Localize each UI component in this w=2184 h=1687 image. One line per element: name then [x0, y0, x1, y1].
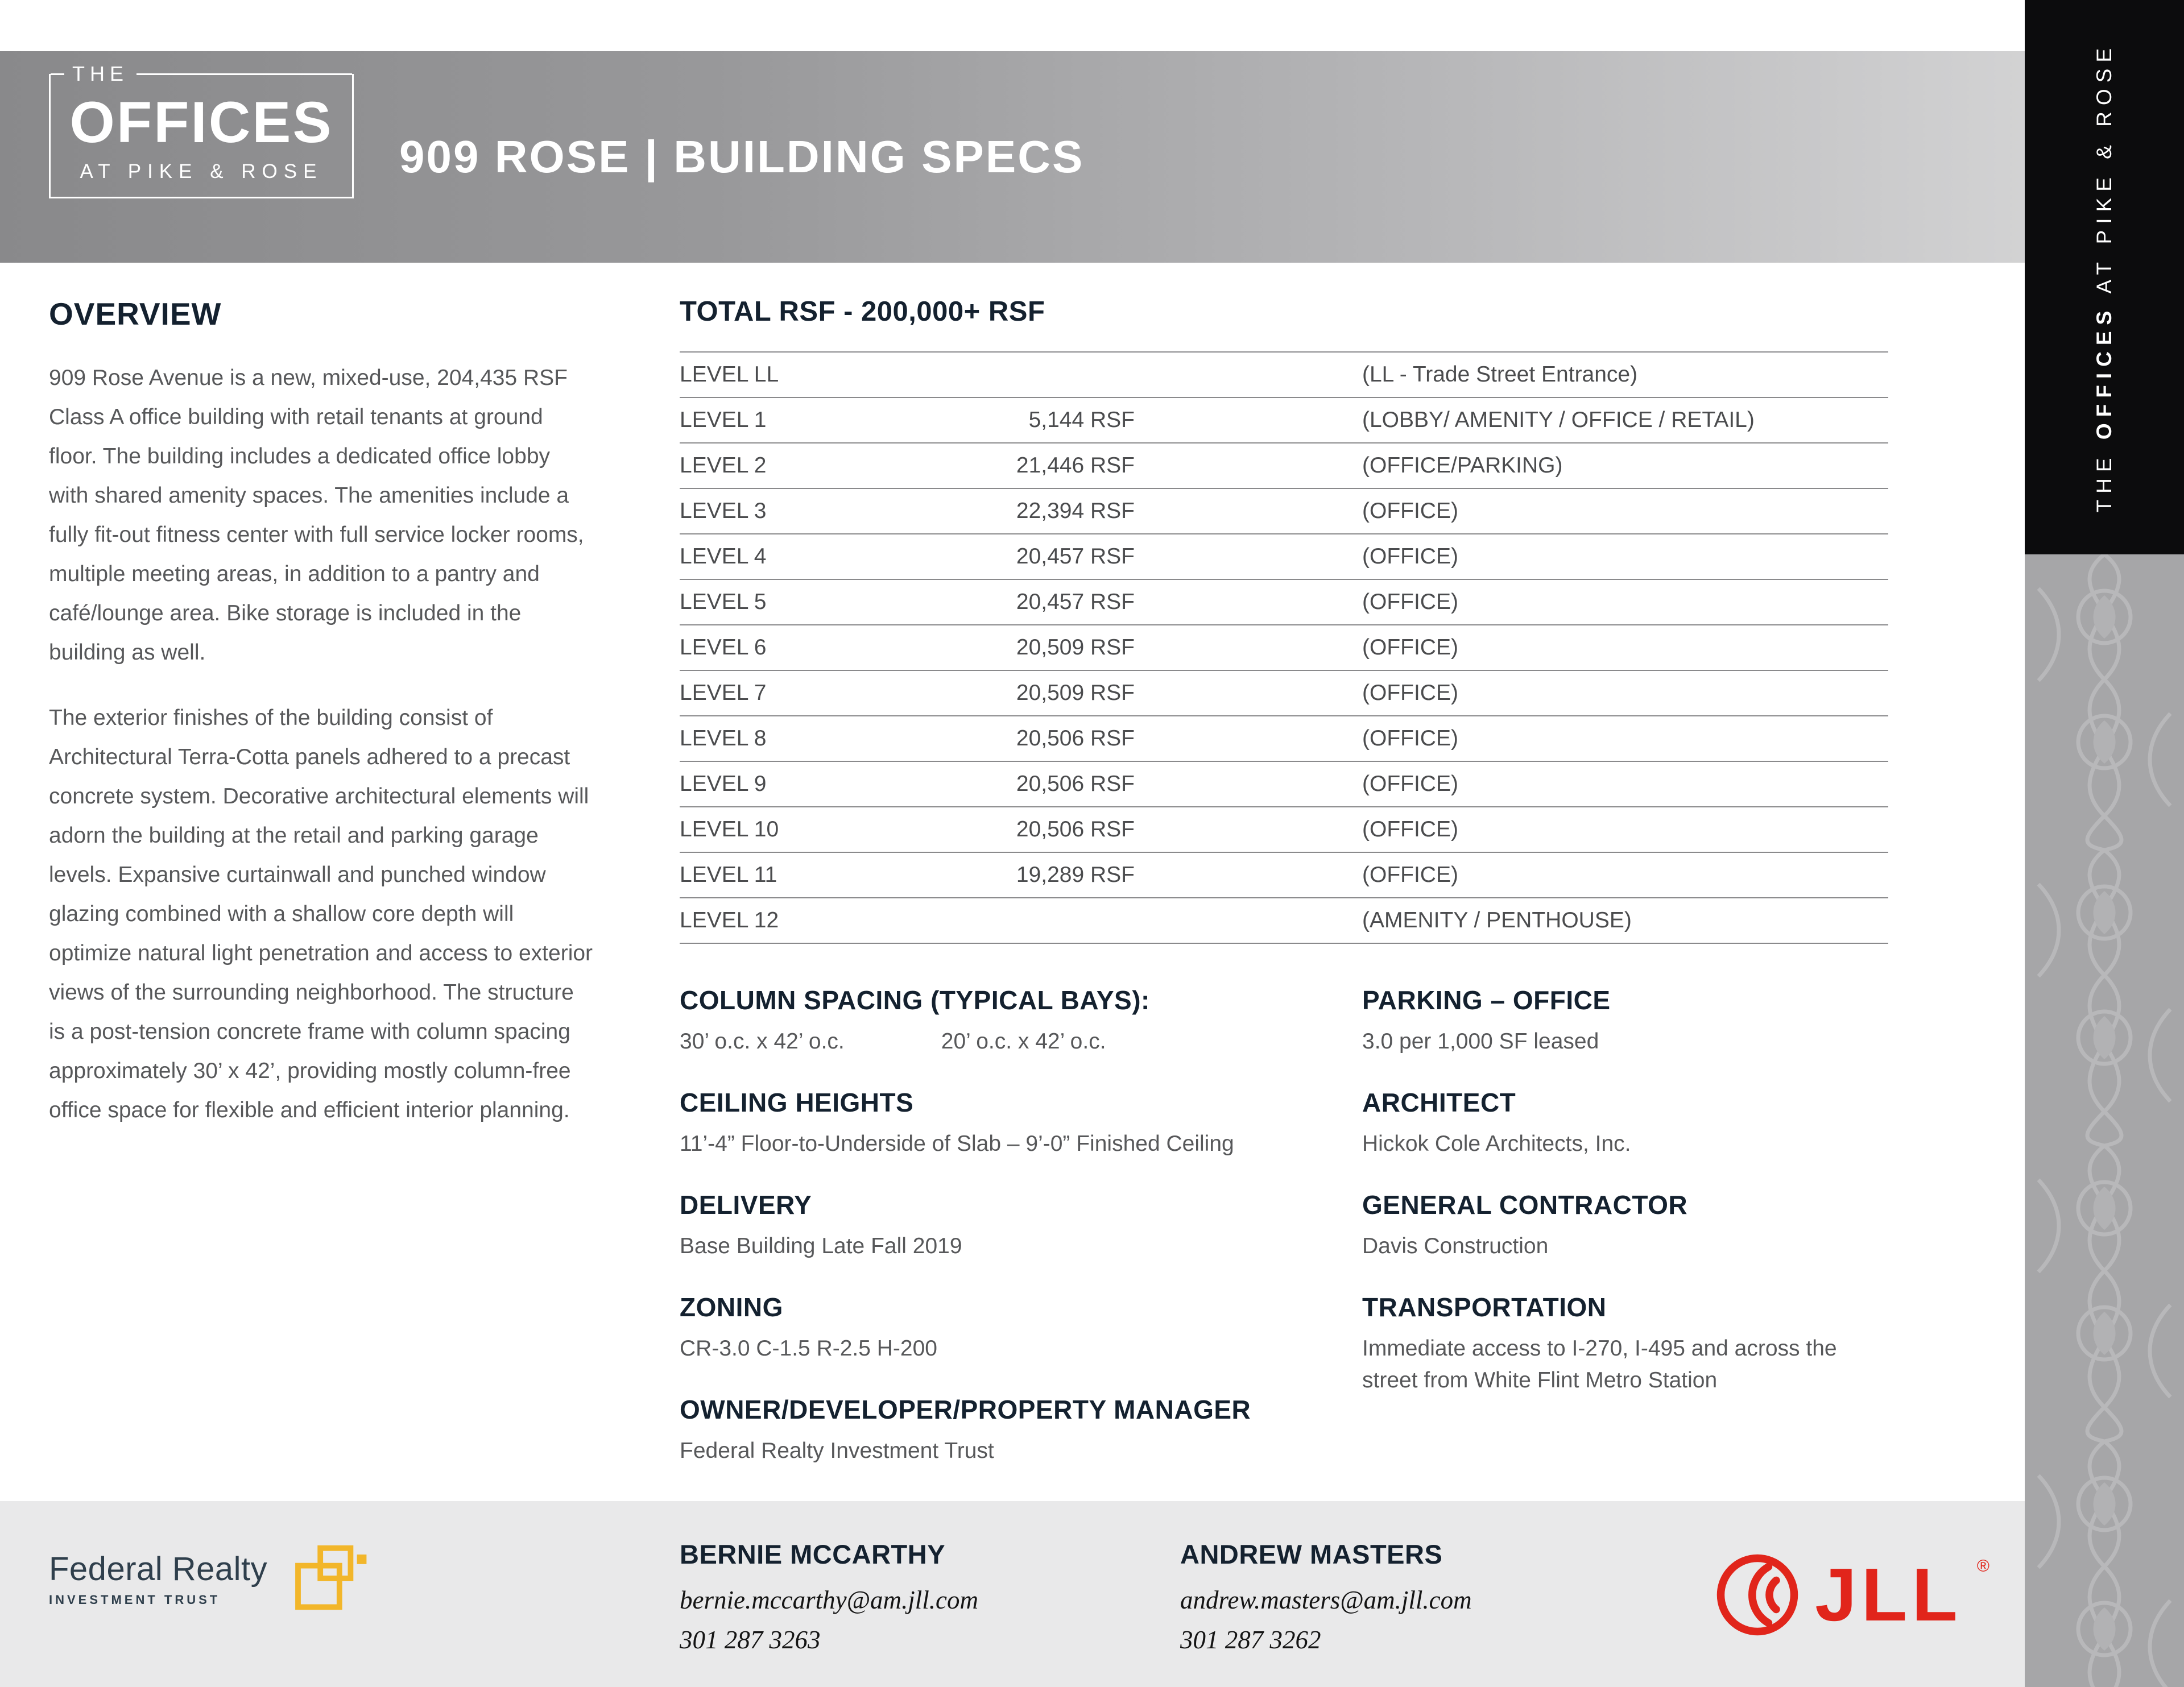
- rsf-cell: 20,509 RSF: [1016, 681, 1135, 705]
- spec-item-parking: [1362, 985, 1888, 1058]
- vertical-brand-post: AT PIKE & ROSE: [2092, 42, 2116, 305]
- logo-tagline-text: AT PIKE & ROSE: [80, 160, 323, 183]
- table-row: [680, 488, 1888, 533]
- level-cell: LEVEL LL: [680, 362, 779, 387]
- federal-realty-logo: [49, 1550, 370, 1618]
- spec-heading: CEILING HEIGHTS: [680, 1088, 914, 1117]
- logo-offices-text: OFFICES: [69, 90, 333, 155]
- table-row: [680, 715, 1888, 761]
- spec-value: 3.0 per 1,000 SF leased: [1362, 1029, 1599, 1054]
- use-cell: (LOBBY/ AMENITY / OFFICE / RETAIL): [1362, 408, 1755, 432]
- federal-realty-wordmark: [49, 1550, 267, 1607]
- federal-realty-subtitle: INVESTMENT TRUST: [49, 1593, 221, 1607]
- level-cell: LEVEL 5: [680, 590, 767, 614]
- spec-heading: GENERAL CONTRACTOR: [1362, 1190, 1688, 1220]
- vertical-brand-pre: THE: [2092, 439, 2116, 513]
- sidebar-brand-strip: [2025, 0, 2184, 554]
- use-cell: (OFFICE): [1362, 635, 1458, 660]
- spec-item-owner-developer: [680, 1394, 1362, 1467]
- table-row: [680, 442, 1888, 488]
- level-cell: LEVEL 10: [680, 817, 779, 842]
- table-row: [680, 397, 1888, 442]
- level-cell: LEVEL 1: [680, 408, 767, 432]
- use-cell: (LL - Trade Street Entrance): [1362, 362, 1638, 387]
- spec-value: Davis Construction: [1362, 1234, 1549, 1258]
- rsf-table: [680, 351, 1888, 944]
- spec-value-part: 20’ o.c. x 42’ o.c.: [941, 1029, 1106, 1054]
- spec-heading: DELIVERY: [680, 1190, 812, 1220]
- contact-phone: 301 287 3263: [680, 1626, 821, 1654]
- spec-item-delivery: [680, 1189, 1362, 1262]
- use-cell: (OFFICE): [1362, 590, 1458, 614]
- spec-item-zoning: [680, 1292, 1362, 1365]
- federal-realty-brackets-icon: [290, 1539, 370, 1618]
- jll-rings-icon: [1715, 1552, 1800, 1638]
- table-row: [680, 670, 1888, 715]
- contact-name: ANDREW MASTERS: [1180, 1539, 1443, 1569]
- spec-value: Immediate access to I-270, I-495 and across the street from White Flint Metro Station: [1362, 1336, 1837, 1392]
- contact-bernie-mccarthy: [680, 1539, 978, 1660]
- page-title: 909 ROSE | BUILDING SPECS: [399, 131, 1085, 182]
- rsf-table-heading: TOTAL RSF - 200,000+ RSF: [680, 296, 1045, 327]
- level-cell: LEVEL 8: [680, 726, 767, 751]
- spec-heading: PARKING – OFFICE: [1362, 985, 1611, 1015]
- contact-email: bernie.mccarthy@am.jll.com: [680, 1586, 979, 1614]
- spec-value: [680, 1026, 1362, 1058]
- table-row: [680, 852, 1888, 897]
- level-cell: LEVEL 6: [680, 635, 767, 660]
- contact-email: andrew.masters@am.jll.com: [1180, 1586, 1472, 1614]
- rsf-cell: 21,446 RSF: [1016, 453, 1135, 478]
- overview-paragraph: 909 Rose Avenue is a new, mixed-use, 204,435 RSF Class A office building with retail tenants at ground floor. The building includes a dedicated office lobby with shared amenity spaces. The amenities include a fully fit-out fitness center with full service locker rooms, multiple meeting areas, in addition to a pantry and café/lounge area. Bike storage is included in the building as well.: [49, 366, 584, 665]
- table-row: [680, 624, 1888, 670]
- table-row: [680, 351, 1888, 397]
- spec-value-part: 30’ o.c. x 42’ o.c.: [680, 1029, 845, 1054]
- spec-heading: OWNER/DEVELOPER/PROPERTY MANAGER: [680, 1395, 1251, 1424]
- use-cell: (OFFICE): [1362, 863, 1458, 887]
- rsf-cell: 20,457 RSF: [1016, 590, 1135, 614]
- vertical-brand-bold: OFFICES: [2092, 304, 2116, 440]
- level-cell: LEVEL 3: [680, 499, 767, 523]
- rsf-cell: 22,394 RSF: [1016, 499, 1135, 523]
- rsf-cell: 5,144 RSF: [1028, 408, 1135, 432]
- spec-item-general-contractor: [1362, 1189, 1888, 1262]
- rsf-cell: 20,457 RSF: [1016, 544, 1135, 569]
- sidebar-ornament-pattern: [2025, 554, 2184, 1687]
- use-cell: (OFFICE): [1362, 817, 1458, 842]
- rsf-cell: 20,506 RSF: [1016, 726, 1135, 751]
- overview-heading: OVERVIEW: [49, 296, 222, 331]
- use-cell: (OFFICE): [1362, 726, 1458, 751]
- level-cell: LEVEL 4: [680, 544, 767, 569]
- logo-rule-segment: [136, 73, 352, 75]
- overview-section: [49, 296, 595, 1156]
- spec-item-architect: [1362, 1087, 1888, 1160]
- use-cell: (OFFICE/PARKING): [1362, 453, 1563, 478]
- spec-heading: COLUMN SPACING (TYPICAL BAYS):: [680, 985, 1150, 1015]
- spec-value: Hickok Cole Architects, Inc.: [1362, 1131, 1631, 1156]
- logo-rule-segment: [51, 73, 64, 75]
- jll-logo: [1715, 1552, 1989, 1638]
- use-cell: (OFFICE): [1362, 544, 1458, 569]
- spec-value: Federal Realty Investment Trust: [680, 1439, 994, 1463]
- rsf-section: [680, 296, 1888, 1497]
- federal-realty-name: Federal Realty: [49, 1551, 268, 1587]
- table-row: [680, 533, 1888, 579]
- registered-mark: ®: [1976, 1557, 1989, 1576]
- spec-value: 11’-4” Floor-to-Underside of Slab – 9’-0” Finished Ceiling: [680, 1131, 1234, 1156]
- rsf-cell: 19,289 RSF: [1016, 863, 1135, 887]
- rsf-cell: 20,506 RSF: [1016, 772, 1135, 796]
- spec-column-left: [680, 985, 1362, 1497]
- table-row: [680, 761, 1888, 806]
- rsf-cell: 20,506 RSF: [1016, 817, 1135, 842]
- spec-column-right: [1362, 985, 1888, 1497]
- use-cell: (AMENITY / PENTHOUSE): [1362, 908, 1632, 932]
- vertical-brand-text: [2092, 42, 2116, 512]
- level-cell: LEVEL 7: [680, 681, 767, 705]
- spec-columns: [680, 985, 1888, 1497]
- jll-wordmark: JLL: [1815, 1553, 1962, 1636]
- contact-andrew-masters: [1180, 1539, 1472, 1660]
- spec-heading: TRANSPORTATION: [1362, 1292, 1607, 1322]
- rsf-cell: 20,509 RSF: [1016, 635, 1135, 660]
- contact-phone: 301 287 3262: [1180, 1626, 1321, 1654]
- table-row: [680, 579, 1888, 624]
- use-cell: (OFFICE): [1362, 681, 1458, 705]
- overview-paragraph: The exterior finishes of the building consist of Architectural Terra-Cotta panels adhered to a precast concrete system. Decorative architectural elements will adorn the building at the retail and parking garage levels. Expansive curtainwall and punched window glazing combined with a shallow core depth will optimize natural light penetration and access to exterior views of the surrounding neighborhood. The structure is a post-tension concrete frame with column spacing approximately 30’ x 42’, providing mostly column-free office space for flexible and efficient interior planning.: [49, 706, 593, 1122]
- spec-heading: ARCHITECT: [1362, 1088, 1516, 1117]
- spec-item-transportation: [1362, 1292, 1888, 1396]
- use-cell: (OFFICE): [1362, 772, 1458, 796]
- ornament-svg: [2025, 554, 2184, 1687]
- header-band: [0, 51, 2025, 263]
- spec-value: CR-3.0 C-1.5 R-2.5 H-200: [680, 1336, 937, 1361]
- table-row: [680, 897, 1888, 943]
- level-cell: LEVEL 9: [680, 772, 767, 796]
- contact-name: BERNIE MCCARTHY: [680, 1539, 946, 1569]
- spec-item-column-spacing: [680, 985, 1362, 1058]
- level-cell: LEVEL 2: [680, 453, 767, 478]
- level-cell: LEVEL 11: [680, 863, 777, 887]
- spec-heading: ZONING: [680, 1292, 783, 1322]
- use-cell: (OFFICE): [1362, 499, 1458, 523]
- level-cell: LEVEL 12: [680, 908, 779, 932]
- offices-at-pike-and-rose-logo: THE OFFICES AT PIKE & ROSE: [49, 74, 354, 198]
- footer-band: [0, 1501, 2025, 1687]
- spec-value: Base Building Late Fall 2019: [680, 1234, 962, 1258]
- table-row: [680, 806, 1888, 852]
- spec-item-ceiling-heights: [680, 1087, 1362, 1160]
